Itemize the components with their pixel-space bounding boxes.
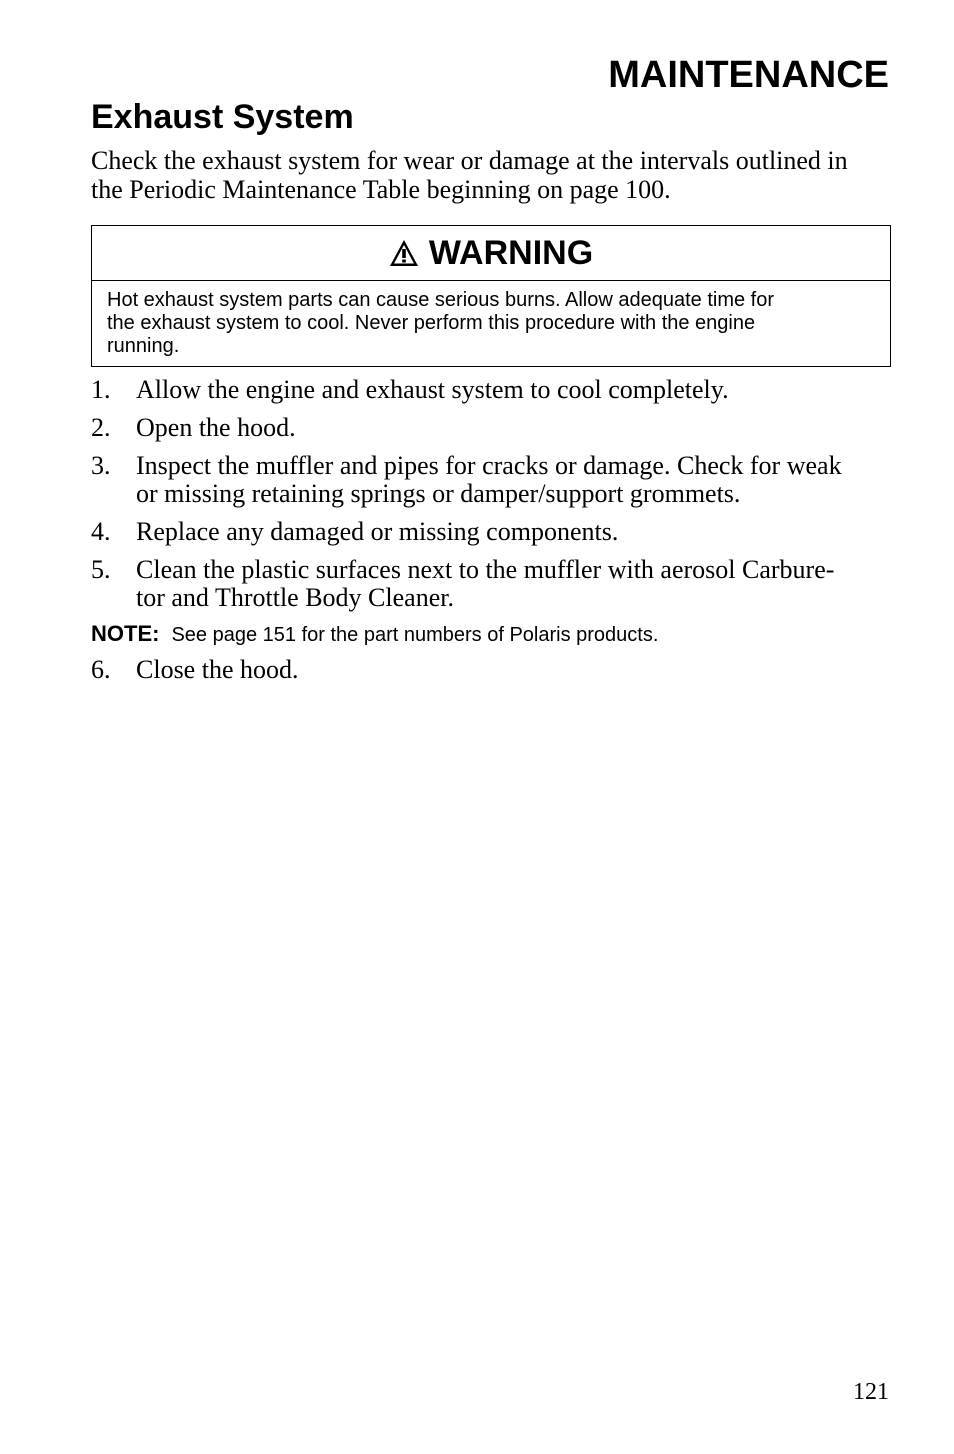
step-number: 3. [91,451,111,480]
step-text [136,376,729,404]
step-line: Close the hood. [136,655,299,684]
step-line: tor and Throttle Body Cleaner. [136,583,454,612]
list-item [91,414,891,442]
warning-body [92,281,890,358]
page-number: 121 [853,1379,889,1405]
step-line: or missing retaining springs or damper/support grommets. [136,479,741,508]
list-item [91,376,891,404]
step-text [136,518,618,546]
step-text [136,452,842,508]
warning-box [91,225,891,367]
list-item [91,556,891,612]
list-item [91,656,891,684]
step-line: Allow the engine and exhaust system to cool completely. [136,375,729,404]
intro-line: the Periodic Maintenance Table beginning on page 100. [91,175,671,204]
section-header: MAINTENANCE [608,54,889,96]
step-number: 1. [91,375,111,404]
step-number: 6. [91,655,111,684]
intro-paragraph [91,146,891,204]
note-text: See page 151 for the part numbers of Polaris products. [171,624,659,646]
step-number: 4. [91,517,111,546]
warning-line: the exhaust system to cool. Never perform this procedure with the engine [107,312,756,334]
note [91,620,658,649]
steps-list [91,376,891,622]
step-text [136,556,834,612]
step-line: Inspect the muffler and pipes for cracks or damage. Check for weak [136,451,842,480]
warning-header [92,226,890,281]
intro-line: Check the exhaust system for wear or damage at the intervals outlined in [91,146,848,175]
note-label: NOTE: [91,621,160,646]
step-line: Clean the plastic surfaces next to the muffler with aerosol Carbure- [136,555,835,584]
warning-title: WARNING [428,233,594,272]
step-text [136,414,296,442]
step-line: Replace any damaged or missing components. [136,517,619,546]
warning-line: Hot exhaust system parts can cause serious burns. Allow adequate time for [107,289,775,311]
warning-line: running. [107,335,180,357]
list-item [91,518,891,546]
step-line: Open the hood. [136,413,296,442]
page-title: Exhaust System [91,98,354,136]
list-item [91,452,891,508]
warning-triangle-icon [389,239,419,267]
step-number: 5. [91,555,111,584]
step-number: 2. [91,413,111,442]
